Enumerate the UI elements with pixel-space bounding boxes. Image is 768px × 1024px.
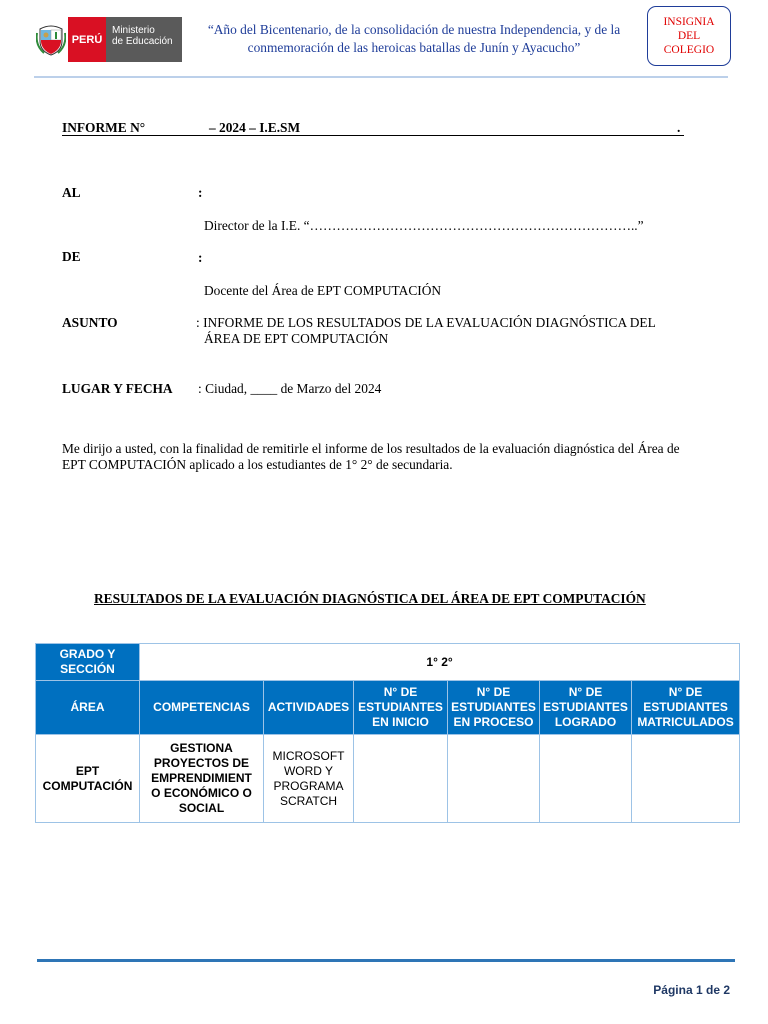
year-motto-line-2: conmemoración de las heroicas batallas de Junín y Ayacucho”	[247, 40, 581, 55]
al-label: AL	[62, 185, 81, 200]
actividades-cell-line-3: PROGRAMA	[273, 778, 344, 793]
competencias-cell-line-2: PROYECTOS DE	[153, 756, 250, 770]
table-row-grado	[36, 644, 740, 681]
inicio-header-line-2: ESTUDIANTES	[358, 700, 443, 714]
actividades-cell-line-2: WORD Y	[283, 763, 334, 778]
insignia-line-3: COLEGIO	[663, 44, 715, 56]
actividades-cell	[264, 735, 354, 823]
actividades-cell-line-1: MICROSOFT	[272, 748, 345, 763]
logo-ministry-line-1: Ministerio	[112, 25, 155, 36]
actividades-cell-line-4: SCRATCH	[279, 793, 338, 808]
competencias-cell-line-5: SOCIAL	[178, 801, 225, 815]
logrado-header-line-2: ESTUDIANTES	[543, 700, 628, 714]
logo-peru-label: PERÚ	[68, 17, 106, 62]
area-cell	[36, 735, 140, 823]
de-colon: :	[198, 250, 203, 265]
inicio-header-line-3: EN INICIO	[372, 715, 429, 729]
de-label: DE	[62, 249, 81, 264]
table-row-headers	[36, 681, 740, 735]
al-colon: :	[198, 185, 203, 200]
lugar-fecha-value: : Ciudad, ____ de Marzo del 2024	[198, 381, 382, 396]
proceso-header-line-3: EN PROCESO	[453, 715, 534, 729]
insignia-line-1: INSIGNIA	[663, 16, 715, 28]
logo-ministry-label	[106, 17, 182, 62]
informe-label: INFORME N°	[62, 120, 146, 135]
coat-of-arms-icon	[34, 17, 68, 62]
year-motto	[196, 21, 632, 57]
proceso-header-line-1: N° DE	[476, 685, 511, 699]
minedu-logo	[34, 17, 182, 62]
competencias-header: COMPETENCIAS	[140, 681, 264, 735]
matriculados-cell	[632, 735, 740, 823]
matriculados-header-line-2: ESTUDIANTES	[643, 700, 728, 714]
proceso-cell	[448, 735, 540, 823]
lugar-fecha-label: LUGAR Y FECHA	[62, 381, 173, 396]
page-number: Página 1 de 2	[653, 983, 730, 997]
header-divider	[34, 76, 728, 78]
body-paragraph-line-2: EPT COMPUTACIÓN aplicado a los estudiantes de 1° 2° de secundaria.	[62, 457, 453, 472]
table-row	[36, 735, 740, 823]
grado-header-line-2: SECCIÓN	[60, 662, 115, 676]
logrado-header-line-3: LOGRADO	[554, 715, 617, 729]
actividades-header: ACTIVIDADES	[264, 681, 354, 735]
de-value: Docente del Área de EPT COMPUTACIÓN	[204, 283, 442, 298]
inicio-header	[354, 681, 448, 735]
insignia-line-2: DEL	[677, 30, 701, 42]
school-insignia-box	[647, 6, 731, 66]
asunto-label: ASUNTO	[62, 315, 118, 330]
informe-end-dot: .	[677, 120, 681, 135]
results-title: RESULTADOS DE LA EVALUACIÓN DIAGNÓSTICA DEL ÁREA DE EPT COMPUTACIÓN	[94, 591, 646, 606]
area-header: ÁREA	[36, 681, 140, 735]
al-value: Director de la I.E. “………………………………………………………………..”	[204, 218, 644, 233]
matriculados-header	[632, 681, 740, 735]
grado-seccion-value: 1° 2°	[140, 644, 740, 681]
competencias-cell-line-4: O ECONÓMICO O	[151, 786, 252, 800]
grado-header-line-1: GRADO Y	[59, 647, 116, 661]
competencias-cell-line-1: GESTIONA	[170, 741, 233, 755]
inicio-header-line-1: N° DE	[383, 685, 418, 699]
asunto-line-1: : INFORME DE LOS RESULTADOS DE LA EVALUACIÓN DIAGNÓSTICA DEL	[196, 315, 656, 330]
inicio-cell	[354, 735, 448, 823]
results-table	[35, 643, 740, 823]
footer-divider	[37, 959, 735, 962]
year-motto-line-1: “Año del Bicentenario, de la consolidación de nuestra Independencia, y de la	[207, 22, 621, 37]
logrado-cell	[540, 735, 632, 823]
logrado-header	[540, 681, 632, 735]
proceso-header	[448, 681, 540, 735]
area-cell-line-2: COMPUTACIÓN	[42, 778, 133, 793]
proceso-header-line-2: ESTUDIANTES	[451, 700, 536, 714]
informe-underline	[62, 120, 684, 136]
area-cell-line-1: EPT	[75, 763, 100, 778]
logo-ministry-line-2: de Educación	[112, 36, 173, 47]
competencias-cell	[140, 735, 264, 823]
informe-number: – 2024 – I.E.SM	[209, 120, 301, 135]
body-paragraph-line-1: Me dirijo a usted, con la finalidad de remitirle el informe de los resultados de la evaluación diagnóstica del Área de	[62, 441, 680, 456]
matriculados-header-line-1: N° DE	[668, 685, 703, 699]
asunto-line-2: ÁREA DE EPT COMPUTACIÓN	[204, 331, 389, 346]
grado-seccion-header	[36, 644, 140, 681]
matriculados-header-line-3: MATRICULADOS	[637, 715, 734, 729]
competencias-cell-line-3: EMPRENDIMIENT	[151, 771, 252, 785]
logrado-header-line-1: N° DE	[568, 685, 603, 699]
